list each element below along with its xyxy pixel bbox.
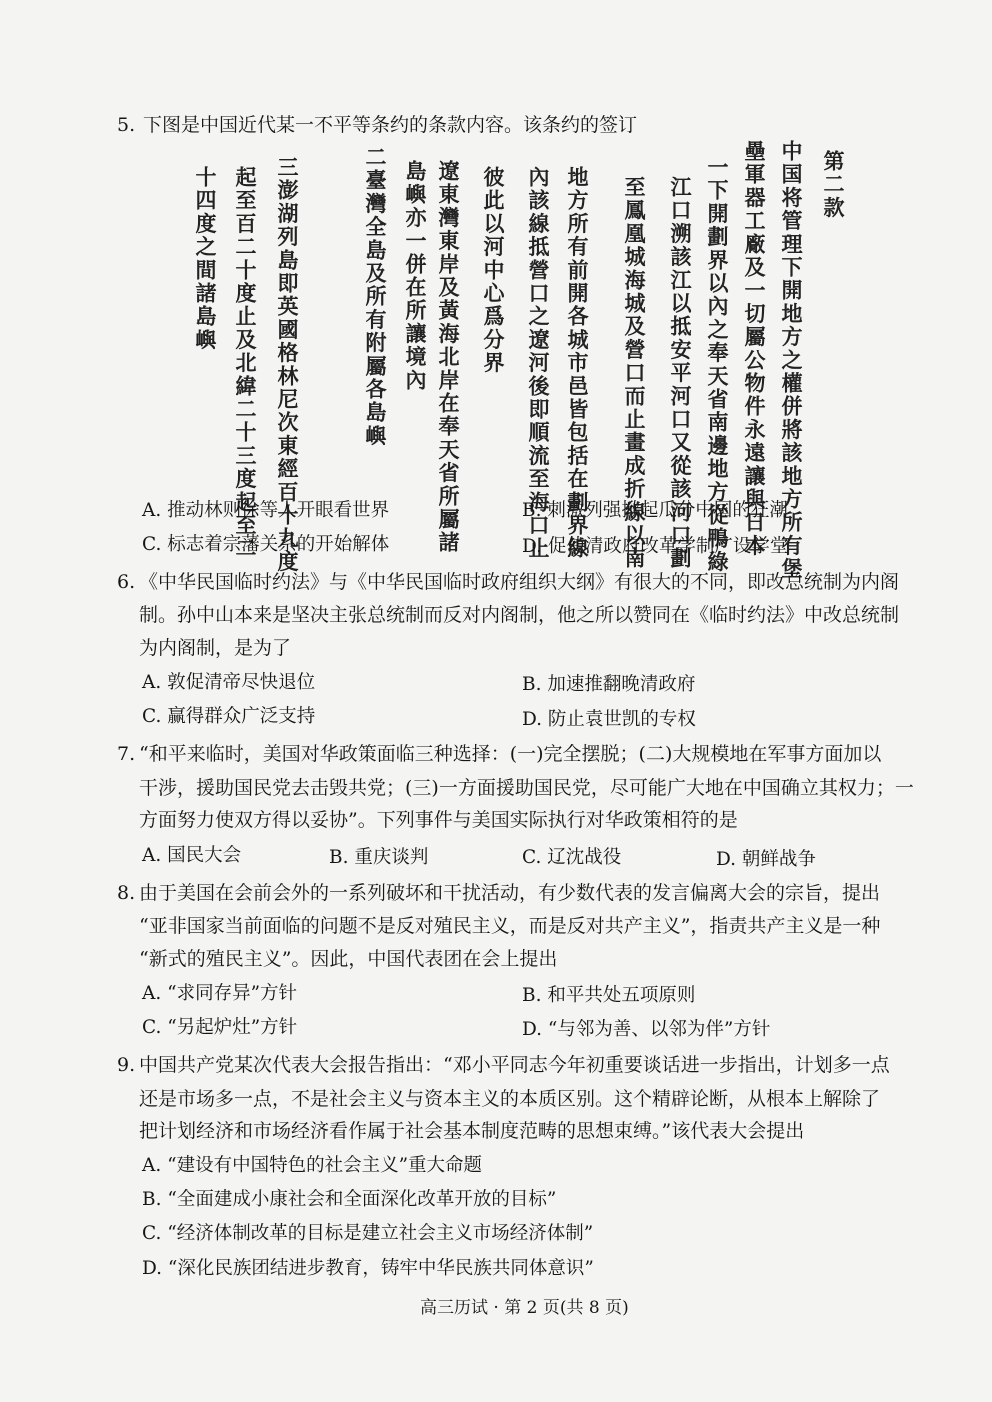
option-c[interactable]: C. 赢得群众广泛支持 xyxy=(142,706,316,727)
treaty-column: 第二款 xyxy=(821,150,846,220)
option-b[interactable]: B. 重庆谈判 xyxy=(329,847,429,868)
option-b[interactable]: B. 和平共处五项原则 xyxy=(522,985,696,1006)
treaty-column: 江口溯該江以抵安平河口又從該河口劃 xyxy=(668,176,693,571)
option-c[interactable]: C. “另起炉灶”方针 xyxy=(142,1017,298,1038)
treaty-column: 至鳳凰城海城及營口而止畫成折線以南 xyxy=(622,176,647,571)
question-stem-line: 把计划经济和市场经济看作属于社会基本制度范畴的思想束缚。”该代表大会提出 xyxy=(139,1120,805,1142)
question-number: 7. xyxy=(117,743,136,765)
page-footer: 高三历试 · 第 2 页(共 8 页) xyxy=(420,1298,629,1318)
question-stem-line: 为内阁制，是为了 xyxy=(139,637,292,659)
question-stem-line: 方面努力使双方得以妥协”。下列事件与美国实际执行对华政策相符的是 xyxy=(139,809,738,831)
question-stem-line: 还是市场多一点，不是社会主义与资本主义的本质区别。这个精辟论断，从根本上解除了 xyxy=(139,1088,881,1110)
treaty-column: 內該線抵營口之遼河後即順流至海口止 xyxy=(526,166,551,561)
treaty-column: 遼東灣東岸及黃海北岸在奉天省所屬諸 xyxy=(436,160,461,555)
treaty-column: 地方所有前開各城市邑皆包括在劃界線 xyxy=(565,166,590,561)
treaty-column: 島嶼亦一併在所讓境內 xyxy=(403,160,428,392)
question-stem-line: 由于美国在会前会外的一系列破坏和干扰活动，有少数代表的发言偏离大会的宗旨，提出 xyxy=(139,882,881,904)
option-c[interactable]: C. 标志着宗藩关系的开始解体 xyxy=(142,534,390,555)
option-a[interactable]: A. “建设有中国特色的社会主义”重大命题 xyxy=(142,1155,483,1176)
option-d[interactable]: D. “深化民族团结进步教育，铸牢中华民族共同体意识” xyxy=(142,1258,594,1279)
treaty-column: 壘軍器工廠及一切屬公物件永遠讓與日本 xyxy=(742,140,767,558)
option-a[interactable]: A. “求同存异”方针 xyxy=(142,983,298,1004)
option-c[interactable]: C. 辽沈战役 xyxy=(522,847,622,868)
option-d[interactable]: D. 促使清政府改革学制广设学堂 xyxy=(522,536,789,557)
option-a[interactable]: A. 敦促清帝尽快退位 xyxy=(142,672,316,693)
option-a[interactable]: A. 推动林则徐等人开眼看世界 xyxy=(142,500,390,521)
option-d[interactable]: D. 朝鲜战争 xyxy=(716,849,816,870)
question-stem-line: 制。孙中山本来是坚决主张总统制而反对内阁制，他之所以赞同在《临时约法》中改总统制 xyxy=(139,604,900,626)
question-number: 5. xyxy=(117,114,136,136)
question-stem-line: “新式的殖民主义”。因此，中国代表团在会上提出 xyxy=(139,948,558,970)
treaty-column: 十四度之間諸島嶼 xyxy=(193,166,218,352)
question-number: 8. xyxy=(117,882,136,904)
question-stem-line: 《中华民国临时约法》与《中华民国临时政府组织大纲》有很大的不同，即改总统制为内阁 xyxy=(139,571,900,593)
treaty-column: 中国将管理下開地方之權併將該地方所有堡 xyxy=(779,140,804,581)
option-d[interactable]: D. “与邻为善、以邻为伴”方针 xyxy=(522,1019,771,1040)
treaty-column: 彼此以河中心爲分界 xyxy=(481,166,506,375)
treaty-column: 二臺灣全島及所有附屬各島嶼 xyxy=(363,146,388,448)
treaty-column: 一下開劃界以內之奉天省南邊地方從鴨綠 xyxy=(705,156,730,574)
option-b[interactable]: B. 加速推翻晚清政府 xyxy=(522,674,696,695)
option-a[interactable]: A. 国民大会 xyxy=(142,845,242,866)
question-stem-line: “和平来临时，美国对华政策面临三种选择：(一)完全摆脱；(二)大规模地在军事方面加以 xyxy=(139,743,882,765)
question-number: 6. xyxy=(117,571,136,593)
question-number: 9. xyxy=(117,1054,136,1076)
question-stem-line: 中国共产党某次代表大会报告指出：“邓小平同志今年初重要谈话进一步指出，计划多一点 xyxy=(139,1054,890,1076)
question-stem-line: “亚非国家当前面临的问题不是反对殖民主义，而是反对共产主义”，指责共产主义是一种 xyxy=(139,915,881,937)
option-b[interactable]: B. 刺激列强掀起瓜分中国的狂潮 xyxy=(522,500,788,521)
treaty-column: 起至百二十度止及北緯二十三度起至二 xyxy=(233,166,258,561)
option-d[interactable]: D. 防止袁世凯的专权 xyxy=(522,709,696,730)
question-stem: 下图是中国近代某一不平等条约的条款内容。该条约的签订 xyxy=(143,114,638,136)
option-b[interactable]: B. “全面建成小康社会和全面深化改革开放的目标” xyxy=(142,1189,557,1210)
option-c[interactable]: C. “经济体制改革的目标是建立社会主义市场经济体制” xyxy=(142,1223,594,1244)
question-stem-line: 干涉，援助国民党去击毁共党；(三)一方面援助国民党，尽可能广大地在中国确立其权力；一 xyxy=(139,777,914,799)
treaty-column: 三澎湖列島即英國格林尼次東經百十九度 xyxy=(275,156,300,574)
